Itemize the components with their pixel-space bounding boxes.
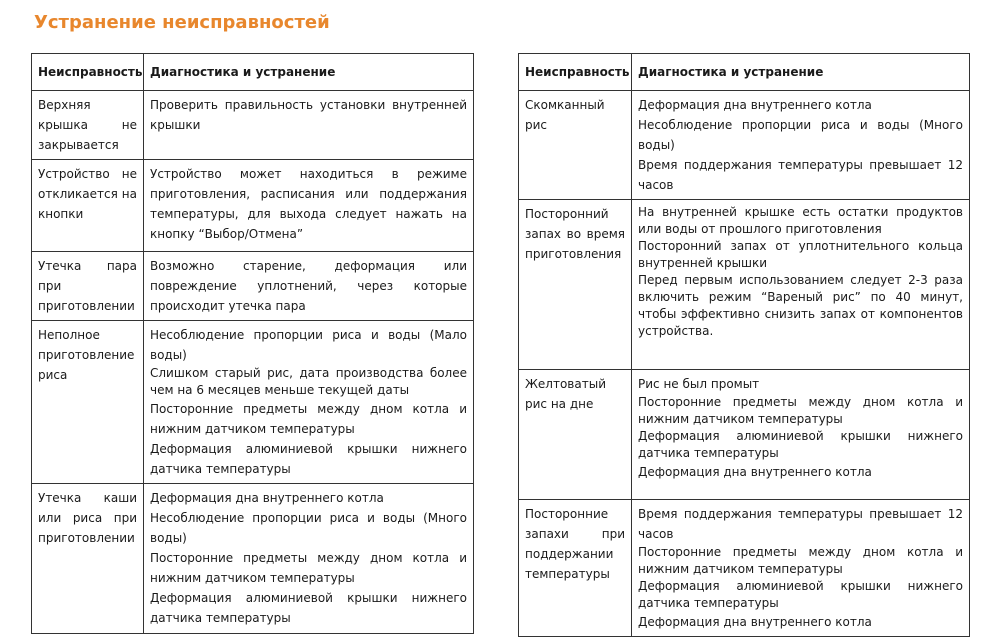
fix-cell — [144, 252, 474, 321]
fix-cell — [632, 500, 970, 637]
fault-cell: Желтоватый рис на дне — [519, 370, 632, 500]
table-row — [519, 200, 970, 370]
fix-item: Посторонние предметы между дном котла и нижним датчиком температуры — [150, 551, 467, 585]
table-row — [32, 91, 474, 160]
fix-cell — [144, 160, 474, 252]
fault-cell: Посторонние запахи при поддержании температуры — [519, 500, 632, 637]
table-row — [519, 500, 970, 637]
fix-item: Несоблюдение пропорции риса и воды (Мало воды) — [150, 328, 467, 362]
fix-item: Перед первым использованием следует 2-3 раза включить режим “Вареный рис” по 40 минут, чтобы эффективно снизить запах от компонентов устройства. — [638, 273, 963, 338]
fix-cell — [632, 200, 970, 370]
table-row — [32, 160, 474, 252]
fix-item: Деформация алюминиевой крышки нижнего датчика температуры — [638, 579, 963, 610]
table-row — [519, 370, 970, 500]
fix-item: Деформация дна внутреннего котла — [150, 491, 384, 505]
fault-cell: Неполное приготовление риса — [32, 321, 144, 484]
fix-item: Слишком старый рис, дата производства более чем на 6 месяцев меньше текущей даты — [150, 366, 467, 397]
fix-item: Проверить правильность установки внутренней крышки — [150, 98, 467, 132]
fix-item: Несоблюдение пропорции риса и воды (Много воды) — [638, 118, 963, 152]
left-troubleshooting-table — [31, 53, 474, 634]
fix-cell — [632, 370, 970, 500]
table-row — [32, 252, 474, 321]
fix-item: Посторонние предметы между дном котла и нижним датчиком температуры — [638, 545, 963, 576]
fix-column-header: Диагностика и устранение — [632, 54, 970, 91]
fault-column-header: Неисправность — [519, 54, 632, 91]
page-title: Устранение неисправностей — [34, 12, 330, 33]
fix-cell — [144, 484, 474, 634]
fix-cell — [632, 91, 970, 200]
fix-item: Посторонние предметы между дном котла и нижним датчиком температуры — [150, 402, 467, 436]
fix-item: Устройство может находиться в режиме приготовления, расписания или поддержания температуры, для выхода следует нажать на кнопку “Выбор/Отмена” — [150, 167, 467, 241]
table-row — [32, 321, 474, 484]
fault-cell: Устройство не откликается на кнопки — [32, 160, 144, 252]
fault-column-header: Неисправность — [32, 54, 144, 91]
fault-cell: Верхняя крышка не закрывается — [32, 91, 144, 160]
fault-cell: Посторонний запах во время приготовления — [519, 200, 632, 370]
fix-item: Время поддержания температуры превышает 12 часов — [638, 507, 963, 541]
fix-cell — [144, 321, 474, 484]
fix-item: Возможно старение, деформация или повреждение уплотнений, через которые происходит утечка пара — [150, 259, 467, 313]
fix-item: Деформация алюминиевой крышки нижнего датчика температуры — [638, 429, 963, 460]
fix-column-header: Диагностика и устранение — [144, 54, 474, 91]
fix-item: Деформация дна внутреннего котла — [638, 465, 872, 479]
fix-item: Деформация дна внутреннего котла — [638, 98, 872, 112]
fix-item: Время поддержания температуры превышает 12 часов — [638, 158, 963, 192]
right-troubleshooting-table — [518, 53, 970, 637]
table-row — [32, 484, 474, 634]
table-row — [519, 91, 970, 200]
fix-item: Несоблюдение пропорции риса и воды (Много воды) — [150, 511, 467, 545]
table-header-row — [32, 54, 474, 91]
fault-cell: Утечка каши или риса при приготовлении — [32, 484, 144, 634]
fix-item: На внутренней крышке есть остатки продуктов или воды от прошлого приготовления — [638, 205, 963, 236]
fix-item: Посторонние предметы между дном котла и нижним датчиком температуры — [638, 395, 963, 426]
table-header-row — [519, 54, 970, 91]
fix-item: Посторонний запах от уплотнительного кольца внутренней крышки — [638, 239, 963, 270]
fix-item: Рис не был промыт — [638, 377, 760, 391]
fix-cell — [144, 91, 474, 160]
fault-cell: Скомканный рис — [519, 91, 632, 200]
fix-item: Деформация алюминиевой крышки нижнего датчика температуры — [150, 442, 467, 476]
fault-cell: Утечка пара при приготовлении — [32, 252, 144, 321]
fix-item: Деформация дна внутреннего котла — [638, 615, 872, 629]
fix-item: Деформация алюминиевой крышки нижнего датчика температуры — [150, 591, 467, 625]
